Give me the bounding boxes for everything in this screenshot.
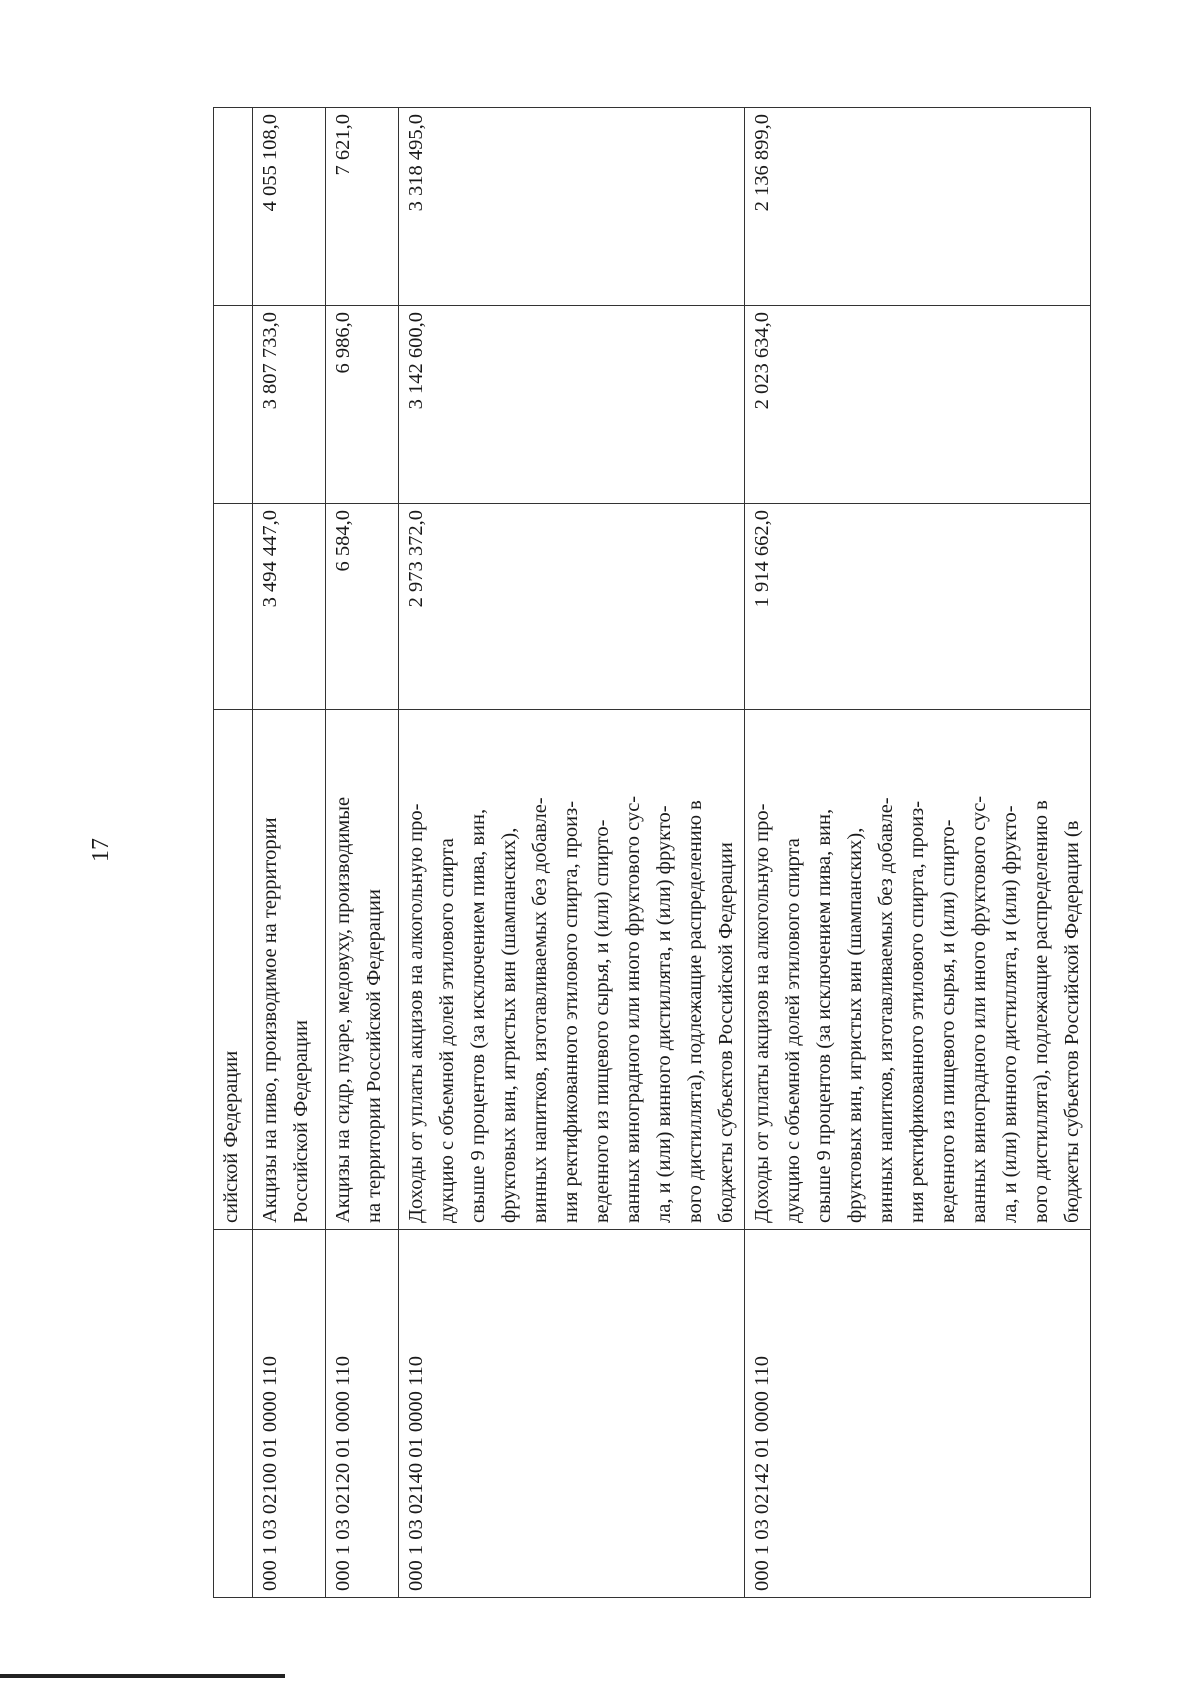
budget-code-cell: 000 1 03 02140 01 0000 110 bbox=[399, 1230, 745, 1598]
value-year3-cell: 2 136 899,0 bbox=[745, 108, 1091, 306]
value-cell-empty bbox=[214, 306, 253, 504]
table-container bbox=[213, 108, 1083, 1598]
table-row bbox=[253, 108, 326, 1598]
name-cell-continuation: сийской Федерации bbox=[214, 710, 253, 1230]
rotated-table-wrapper bbox=[213, 108, 1083, 1598]
page-number: 17 bbox=[87, 838, 114, 862]
budget-code-cell: 000 1 03 02120 01 0000 110 bbox=[326, 1230, 399, 1598]
value-year2-cell: 6 986,0 bbox=[326, 306, 399, 504]
value-cell-empty bbox=[214, 108, 253, 306]
value-year1-cell: 3 494 447,0 bbox=[253, 504, 326, 710]
income-name-cell: Доходы от уплаты акцизов на алкогольную про- дукцию с объемной долей этилового спирта свыше 9 процентов (за исключением пива, вин, фруктовых вин, игристых вин (шампанских), винных напитков, изготавливаемых без добавле- ния ректификованного этилового спирта, произ- веденного из пищевого сырья, и (или) спирто- ванных виноградного или иного фруктового сус- ла, и (или) винного дистиллята, и (или) фрукто- вого дистиллята), подлежащие распределению в бюджеты субъектов Российской Федерации (в bbox=[745, 710, 1091, 1230]
budget-code-cell: 000 1 03 02100 01 0000 110 bbox=[253, 1230, 326, 1598]
value-year1-cell: 1 914 662,0 bbox=[745, 504, 1091, 710]
income-name-cell: Акцизы на сидр, пуаре, медовуху, производимые на территории Российской Федерации bbox=[326, 710, 399, 1230]
table-row bbox=[326, 108, 399, 1598]
value-year3-cell: 3 318 495,0 bbox=[399, 108, 745, 306]
value-year2-cell: 3 807 733,0 bbox=[253, 306, 326, 504]
income-name-cell: Доходы от уплаты акцизов на алкогольную про- дукцию с объемной долей этилового спирта свыше 9 процентов (за исключением пива, вин, фруктовых вин, игристых вин (шампанских), винных напитков, изготавливаемых без добавле- ния ректификованного этилового спирта, произ- веденного из пищевого сырья, и (или) спирто- ванных виноградного или иного фруктового сус- ла, и (или) винного дистиллята, и (или) фрукто- вого дистиллята), подлежащие распределению в бюджеты субъектов Российской Федерации bbox=[399, 710, 745, 1230]
budget-table bbox=[213, 107, 1091, 1598]
income-name-cell: Акцизы на пиво, производимое на территории Российской Федерации bbox=[253, 710, 326, 1230]
value-year3-cell: 4 055 108,0 bbox=[253, 108, 326, 306]
table-row bbox=[745, 108, 1091, 1598]
value-year1-cell: 2 973 372,0 bbox=[399, 504, 745, 710]
table-row bbox=[399, 108, 745, 1598]
value-year2-cell: 3 142 600,0 bbox=[399, 306, 745, 504]
footer-rule bbox=[0, 1674, 285, 1678]
value-year1-cell: 6 584,0 bbox=[326, 504, 399, 710]
table-row-continuation bbox=[214, 108, 253, 1598]
code-cell-empty bbox=[214, 1230, 253, 1598]
value-year3-cell: 7 621,0 bbox=[326, 108, 399, 306]
budget-code-cell: 000 1 03 02142 01 0000 110 bbox=[745, 1230, 1091, 1598]
value-cell-empty bbox=[214, 504, 253, 710]
value-year2-cell: 2 023 634,0 bbox=[745, 306, 1091, 504]
